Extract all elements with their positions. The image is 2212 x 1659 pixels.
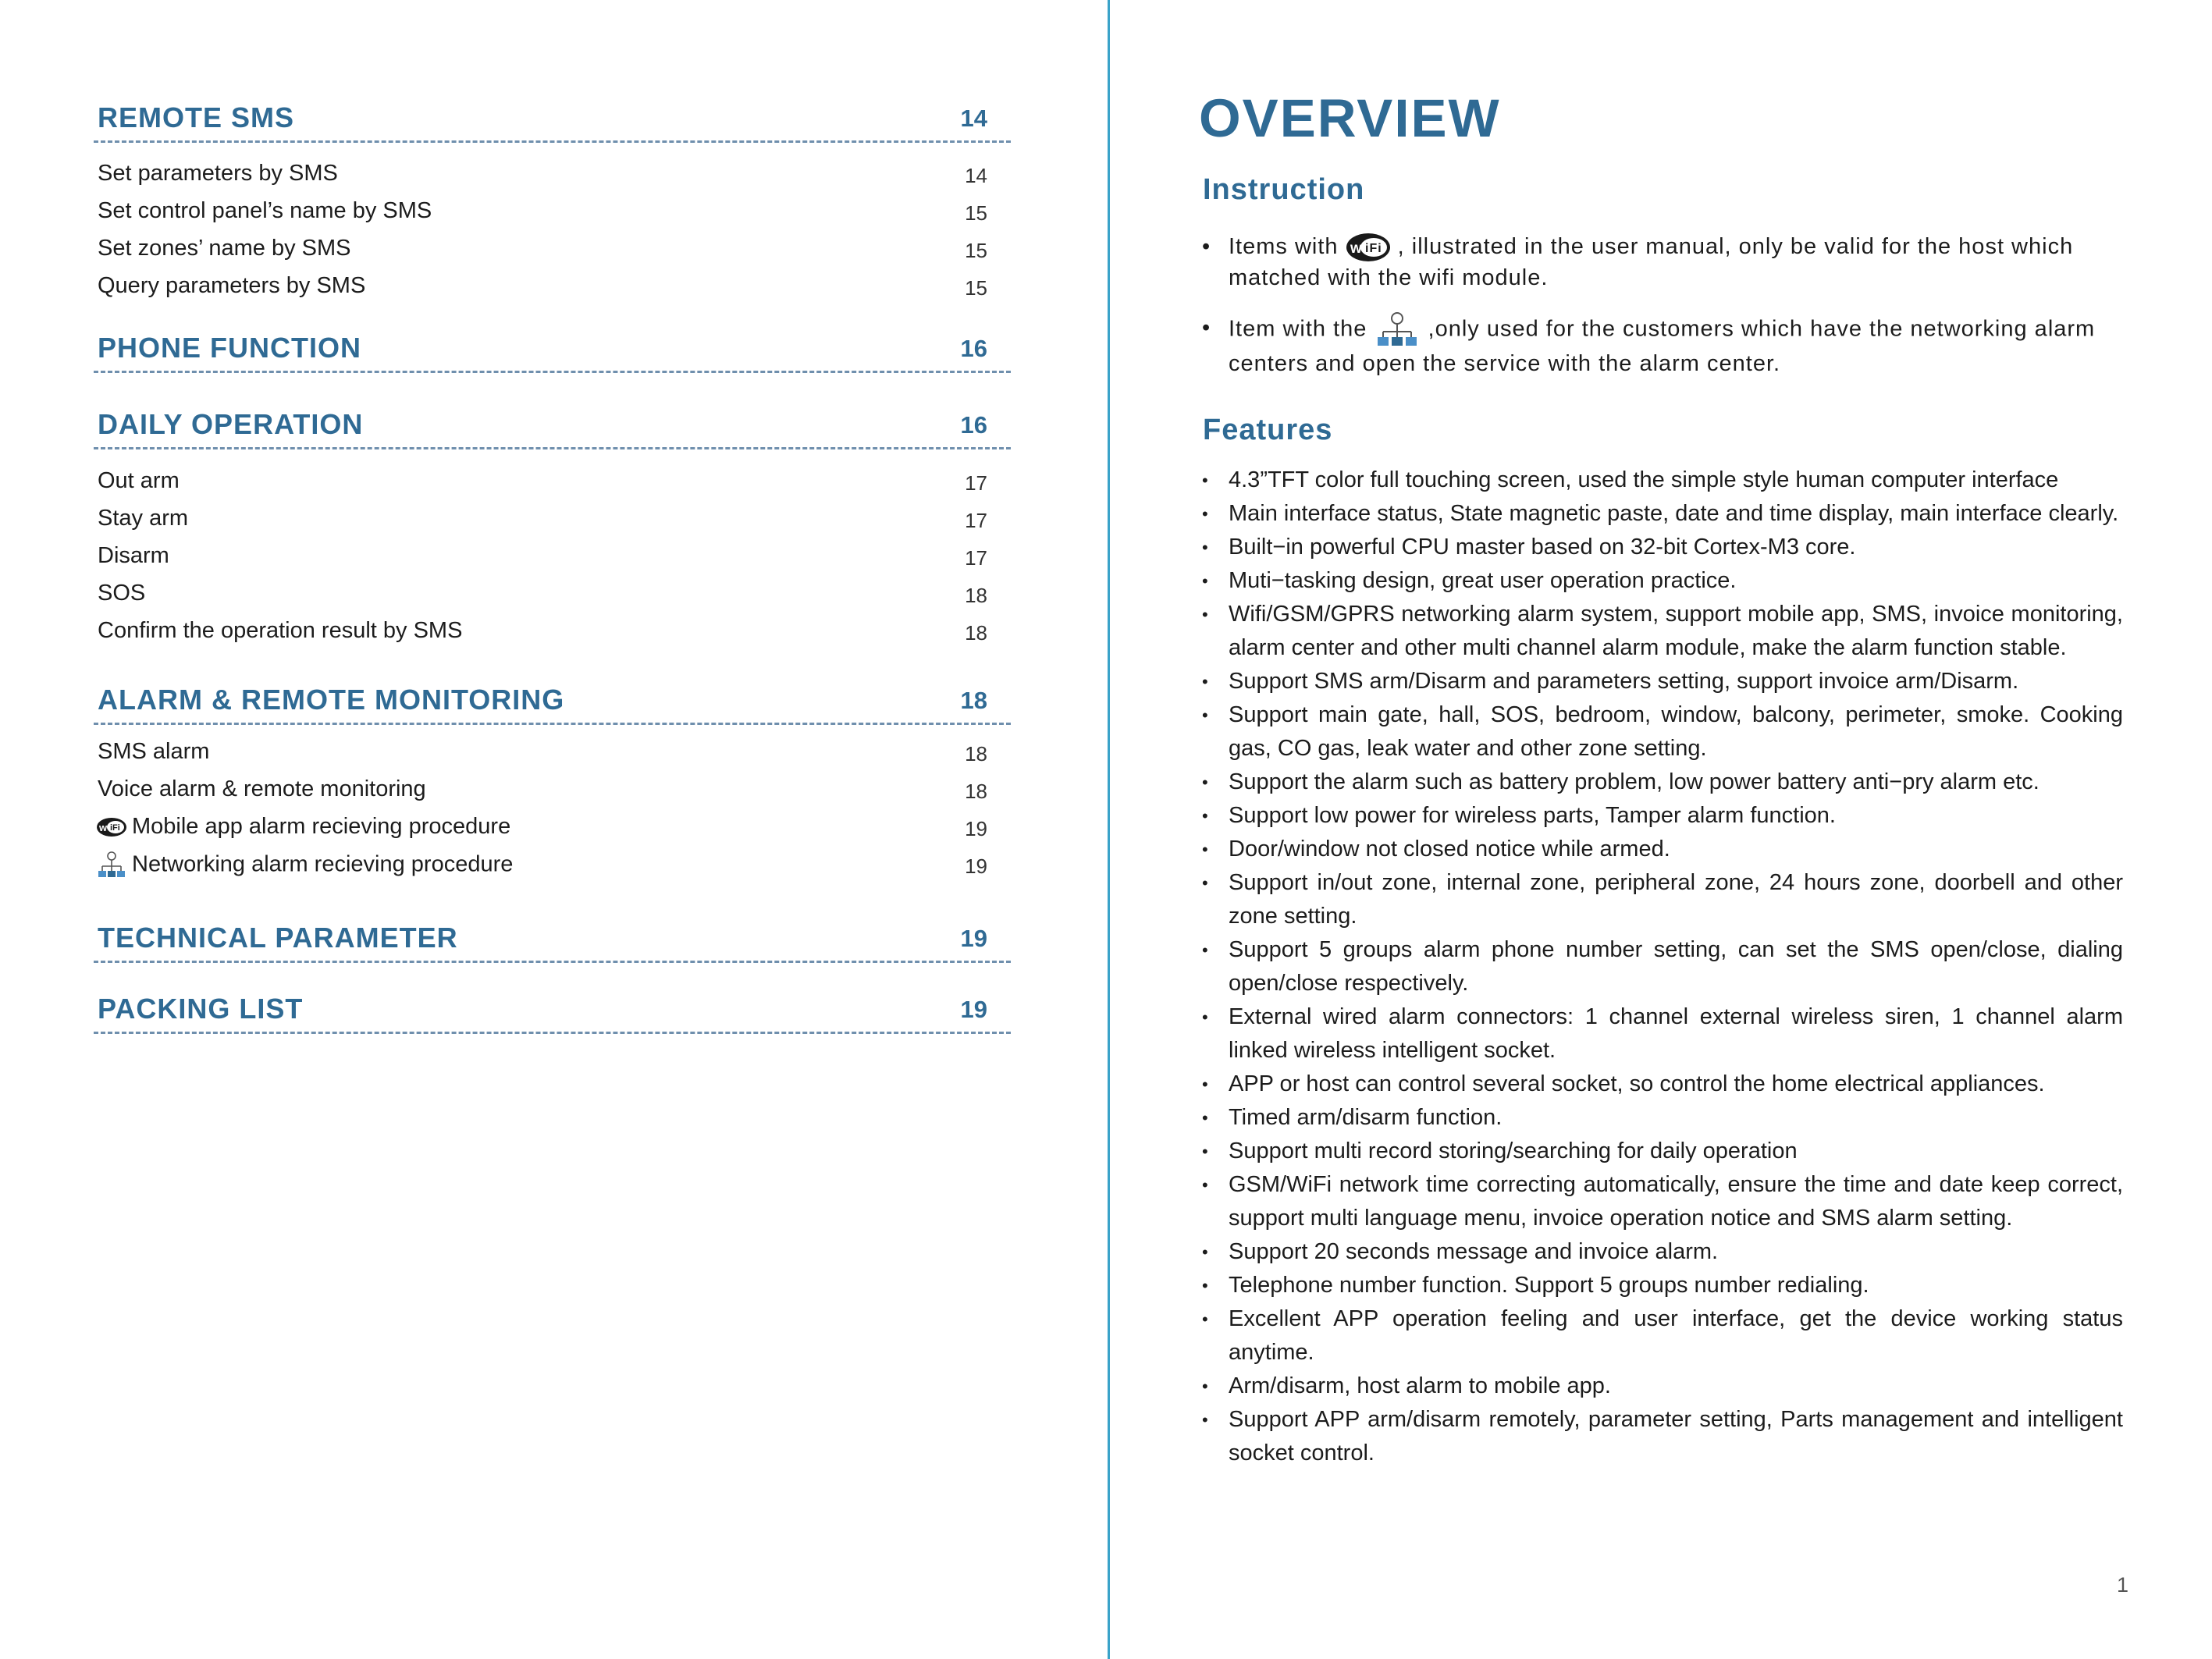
toc-entry-label: Mobile app alarm recieving procedure [132, 814, 511, 839]
toc-entry[interactable] [94, 464, 1011, 499]
toc-entry[interactable] [94, 613, 1011, 649]
toc-entry-page: 18 [965, 584, 987, 607]
feature-item: • Support in/out zone, internal zone, peripheral zone, 24 hours zone, doorbell and other zone setting. [1202, 866, 2123, 933]
toc-entry-page: 18 [965, 621, 987, 645]
toc-section-title: PHONE FUNCTION [98, 332, 361, 364]
instruction-item [1202, 231, 2123, 293]
network-icon [96, 851, 127, 879]
toc-entry-page: 18 [965, 780, 987, 803]
page-number: 1 [2117, 1573, 2129, 1597]
feature-item: • Wifi/GSM/GPRS networking alarm system, support mobile app, SMS, invoice monitoring, alarm center and other multi channel alarm module, make the alarm function stable. [1202, 598, 2123, 665]
toc-entry[interactable] [94, 268, 1011, 304]
svg-text:iFi: iFi [110, 823, 120, 833]
toc-section-title: PACKING LIST [98, 993, 304, 1025]
toc-section-title: ALARM & REMOTE MONITORING [98, 684, 565, 716]
toc-section-page: 18 [960, 687, 987, 714]
toc-entry[interactable] [94, 847, 1011, 883]
toc-entry[interactable] [94, 772, 1011, 808]
feature-item: • Muti−tasking design, great user operation practice. [1202, 564, 2123, 598]
toc-entry[interactable] [94, 156, 1011, 192]
bullet: • [1202, 234, 1211, 259]
feature-item: • Support 20 seconds message and invoice alarm. [1202, 1235, 2123, 1269]
toc-entry[interactable] [94, 809, 1011, 845]
toc-entry-label: Set control panel’s name by SMS [98, 198, 432, 223]
toc-section-title: REMOTE SMS [98, 101, 295, 133]
instruction-text-after: , illustrated in the user manual, only be valid for the host which matched with the wifi module. [1229, 234, 2074, 291]
svg-text:w: w [1350, 240, 1363, 258]
toc-entry-label: Out arm [98, 468, 180, 493]
instruction-heading: Instruction [1203, 173, 1365, 206]
toc-section-technical-parameter[interactable] [94, 912, 1011, 963]
toc-entry[interactable] [94, 576, 1011, 612]
toc-entry-label-wrap [96, 851, 513, 879]
feature-item: • Door/window not closed notice while armed. [1202, 833, 2123, 866]
instruction-text-before: Item with the [1229, 316, 1367, 342]
feature-item: • APP or host can control several socket, so control the home electrical appliances. [1202, 1068, 2123, 1101]
toc-section-page: 19 [960, 996, 987, 1023]
toc-section-page: 16 [960, 411, 987, 439]
feature-item: • Main interface status, State magnetic paste, date and time display, main interface clearly. [1202, 497, 2123, 531]
toc-entry-page: 17 [965, 471, 987, 495]
feature-item: • Support low power for wireless parts, Tamper alarm function. [1202, 799, 2123, 833]
feature-item: • Support SMS arm/Disarm and parameters setting, support invoice arm/Disarm. [1202, 665, 2123, 698]
page-divider [1108, 0, 1110, 1659]
toc-entry-page: 19 [965, 817, 987, 840]
toc-section-packing-list[interactable] [94, 983, 1011, 1034]
feature-item: • Excellent APP operation feeling and user interface, get the device working status anytime. [1202, 1302, 2123, 1369]
toc-entry-label: Set zones’ name by SMS [98, 236, 351, 261]
instruction-text-after: ,only used for the customers which have the networking alarm centers and open the service with the alarm center. [1229, 316, 2096, 376]
instruction-item [1202, 312, 2123, 375]
toc-section-title: TECHNICAL PARAMETER [98, 922, 458, 954]
toc-section-page: 19 [960, 925, 987, 952]
toc-entry-label: Query parameters by SMS [98, 273, 366, 298]
toc-entry-label: Disarm [98, 543, 169, 568]
toc-entry-label: Set parameters by SMS [98, 161, 338, 186]
features-list [1202, 464, 2123, 1470]
features-heading: Features [1203, 414, 1333, 446]
svg-text:w: w [99, 822, 108, 834]
toc-entry-page: 15 [965, 239, 987, 262]
toc-entry-page: 17 [965, 509, 987, 532]
feature-item: • GSM/WiFi network time correcting automatically, ensure the time and date keep correct, support multi language menu, invoice operation notice and SMS alarm setting. [1202, 1168, 2123, 1235]
feature-item: • Support main gate, hall, SOS, bedroom, window, balcony, perimeter, smoke. Cooking gas, CO gas, leak water and other zone setting. [1202, 698, 2123, 766]
toc-entry[interactable] [94, 194, 1011, 229]
toc-entry-label: SOS [98, 581, 146, 606]
feature-item: • Built−in powerful CPU master based on 32-bit Cortex-M3 core. [1202, 531, 2123, 564]
instruction-text [1229, 312, 2123, 379]
toc-entry-page: 18 [965, 742, 987, 766]
feature-item: • Support 5 groups alarm phone number setting, can set the SMS open/close, dialing open/close respectively. [1202, 933, 2123, 1000]
feature-item: • 4.3”TFT color full touching screen, used the simple style human computer interface [1202, 464, 2123, 497]
toc-entry[interactable] [94, 538, 1011, 574]
page-title: OVERVIEW [1199, 88, 1501, 148]
toc-entry-page: 15 [965, 276, 987, 300]
feature-item: • Support APP arm/disarm remotely, parameter setting, Parts management and intelligent socket control. [1202, 1403, 2123, 1470]
bullet: • [1202, 315, 1211, 340]
toc-entry-page: 14 [965, 164, 987, 187]
instruction-text-before: Items with [1229, 234, 1339, 259]
wifi-icon [96, 817, 127, 837]
toc-entry-page: 19 [965, 854, 987, 878]
toc-entry-label: SMS alarm [98, 739, 210, 764]
feature-item: • Timed arm/disarm function. [1202, 1101, 2123, 1135]
toc-entry-page: 17 [965, 546, 987, 570]
toc-entry-label: Stay arm [98, 506, 189, 531]
feature-item: • Arm/disarm, host alarm to mobile app. [1202, 1369, 2123, 1403]
toc-entry-label-wrap [96, 814, 510, 840]
toc-entry[interactable] [94, 501, 1011, 537]
toc-entry-label: Networking alarm recieving procedure [132, 851, 514, 877]
toc-entry[interactable] [94, 734, 1011, 770]
svg-text:iFi: iFi [1364, 242, 1382, 256]
toc-section-phone-function[interactable] [94, 322, 1011, 373]
feature-item: • Support the alarm such as battery problem, low power battery anti−pry alarm etc. [1202, 766, 2123, 799]
network-icon [1374, 312, 1421, 348]
toc-entry-label: Confirm the operation result by SMS [98, 618, 463, 643]
toc-entry-label: Voice alarm & remote monitoring [98, 776, 426, 801]
toc-section-daily-operation[interactable] [94, 399, 1011, 449]
toc-section-remote-sms[interactable] [94, 92, 1011, 143]
toc-section-page: 14 [960, 105, 987, 132]
toc-section-alarm-remote-monitoring[interactable] [94, 674, 1011, 725]
toc-section-page: 16 [960, 335, 987, 362]
feature-item: • Telephone number function. Support 5 groups number redialing. [1202, 1269, 2123, 1302]
instruction-text [1229, 231, 2123, 293]
toc-section-title: DAILY OPERATION [98, 408, 364, 440]
wifi-icon [1346, 233, 1391, 262]
feature-item: • External wired alarm connectors: 1 channel external wireless siren, 1 channel alarm linked wireless intelligent socket. [1202, 1000, 2123, 1068]
toc-entry[interactable] [94, 231, 1011, 267]
toc-entry-page: 15 [965, 201, 987, 225]
feature-item: • Support multi record storing/searching for daily operation [1202, 1135, 2123, 1168]
